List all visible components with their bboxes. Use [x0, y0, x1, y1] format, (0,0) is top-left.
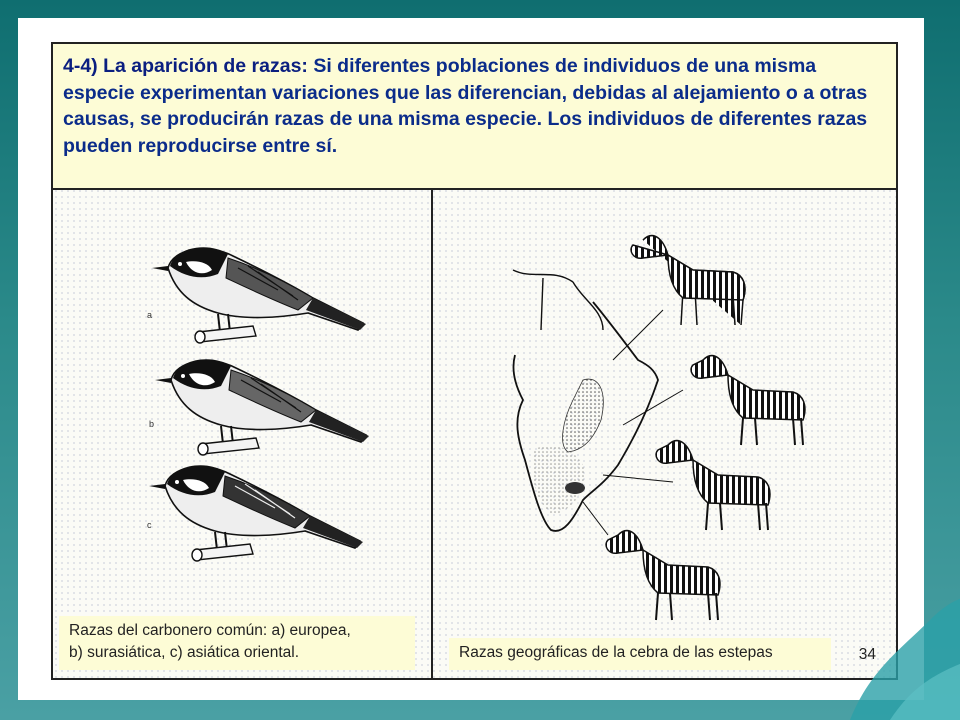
bird-label-b: b [149, 419, 155, 429]
decorative-wave [830, 560, 960, 720]
birds-illustration [53, 190, 431, 610]
zebra-3 [656, 441, 770, 530]
bird-label-c: c [147, 520, 152, 530]
zebras-illustration [433, 190, 896, 630]
heading-lead: 4-4) La aparición de razas: [63, 55, 308, 77]
zebras-panel [433, 190, 896, 678]
birds-caption [59, 616, 415, 670]
africa-map [513, 270, 683, 535]
slide [18, 18, 924, 700]
birds-panel [53, 190, 431, 678]
zebra-4 [606, 531, 720, 620]
bird-label-a: a [147, 310, 153, 320]
birds-caption-line2: b) surasiática, c) asiática oriental. [69, 644, 300, 661]
bird-c [149, 465, 363, 561]
bird-b [155, 359, 369, 455]
zebras-caption: Razas geográficas de la cebra de las estepas [449, 638, 831, 670]
heading-text: Si diferentes poblaciones de individuos de una misma especie experimentan variaciones que las diferencian, debidas al alejamiento o a otras causas, se producirán razas de una misma especie. Los individuos de diferentes razas pueden reproducirse entre sí. [63, 55, 868, 157]
zebra-1 [631, 236, 745, 325]
birds-caption-line1: Razas del carbonero común: a) europea, [69, 622, 351, 639]
heading-area [53, 44, 896, 190]
page-number: 34 [858, 646, 876, 663]
content-box [51, 42, 898, 680]
zebra-2 [691, 356, 805, 445]
heading-paragraph [53, 44, 896, 159]
bird-a [152, 247, 366, 343]
